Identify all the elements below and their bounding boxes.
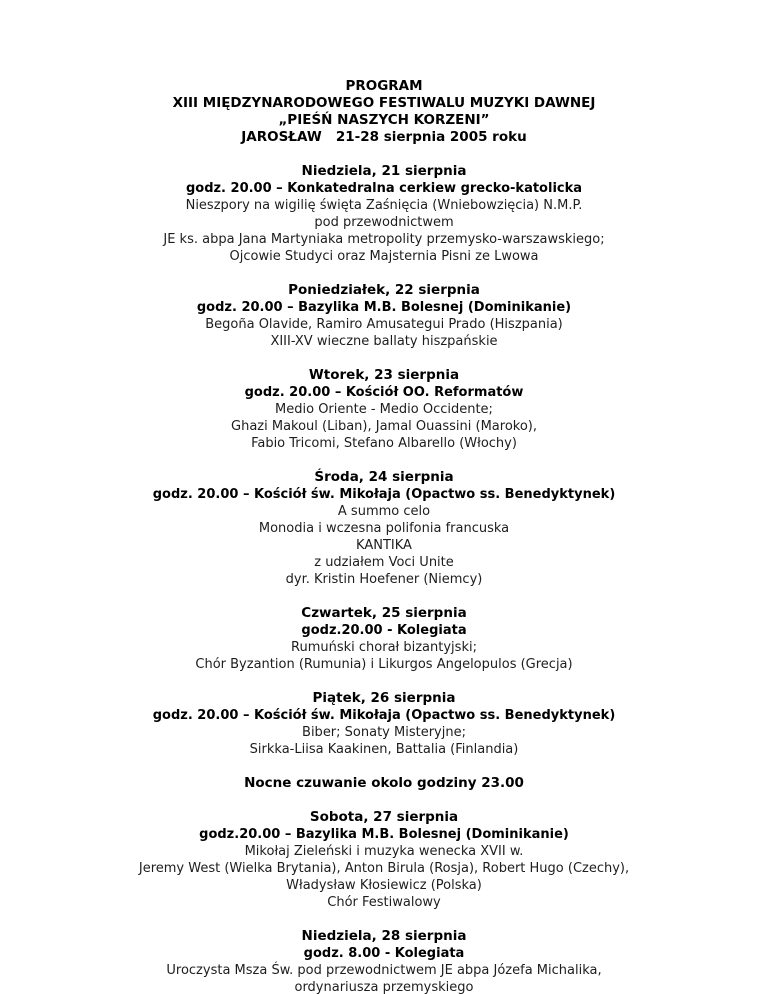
program-line: Medio Oriente - Medio Occidente; [275,402,493,417]
program-line: Władysław Kłosiewicz (Polska) [286,878,482,893]
title-line-program: PROGRAM [345,78,423,94]
day-heading: Środa, 24 sierpnia [314,469,454,485]
program-line: Biber; Sonaty Misteryjne; [302,725,466,740]
venue-line: godz. 8.00 - Kolegiata [303,946,465,961]
venue-line: godz. 20.00 – Kościół św. Mikołaja (Opactwo ss. Benedyktynek) [152,708,616,723]
section-saturday-27 [34,809,734,911]
section-sunday-21 [34,163,734,265]
program-line: dyr. Kristin Hoefener (Niemcy) [285,572,483,587]
venue-line: godz.20.00 - Kolegiata [301,623,467,638]
venue-line: godz. 20.00 – Kościół OO. Reformatów [244,385,524,400]
program-line: Chór Byzantion (Rumunia) i Likurgos Angelopulos (Grecja) [195,657,573,672]
program-line: KANTIKA [356,538,412,553]
section-thursday-25 [34,605,734,673]
venue-line: godz. 20.00 – Kościół św. Mikołaja (Opactwo ss. Benedyktynek) [152,487,616,502]
program-line: Fabio Tricomi, Stefano Albarello (Włochy) [251,436,517,451]
program-line: pod przewodnictwem [314,215,454,230]
program-line: JE ks. abpa Jana Martyniaka metropolity przemysko-warszawskiego; [163,232,605,247]
section-friday-26 [34,690,734,758]
day-heading: Niedziela, 21 sierpnia [301,163,467,179]
night-vigil-note: Nocne czuwanie okolo godziny 23.00 [244,775,524,791]
day-heading: Wtorek, 23 sierpnia [308,367,460,383]
program-line: z udziałem Voci Unite [314,555,454,570]
program-line: Uroczysta Msza Św. pod przewodnictwem JE abpa Józefa Michalika, [166,963,602,978]
venue-line: godz. 20.00 – Bazylika M.B. Bolesnej (Dominikanie) [196,300,572,315]
venue-line: godz.20.00 – Bazylika M.B. Bolesnej (Dominikanie) [199,827,569,842]
day-heading: Sobota, 27 sierpnia [309,809,459,825]
program-line: XIII-XV wieczne ballaty hiszpańskie [270,334,498,349]
document-title-block [34,78,734,146]
program-line: ordynariusza przemyskiego [294,980,474,994]
title-line-festival-motto: „PIEŚŃ NASZYCH KORZENI” [278,112,490,128]
program-line: Sirkka-Liisa Kaakinen, Battalia (Finlandia) [249,742,519,757]
program-line: A summo celo [337,504,431,519]
day-heading: Niedziela, 28 sierpnia [301,928,467,944]
program-line: Nieszpory na wigilię święta Zaśnięcia (Wniebowzięcia) N.M.P. [185,198,583,213]
program-line: Ojcowie Studyci oraz Majsternia Pisni ze Lwowa [229,249,539,264]
section-monday-22 [34,282,734,350]
program-line: Mikołaj Zieleński i muzyka wenecka XVII w. [244,844,524,859]
day-heading: Piątek, 26 sierpnia [312,690,456,706]
title-line-festival-name: XIII MIĘDZYNARODOWEGO FESTIWALU MUZYKI DAWNEJ [172,95,596,111]
program-line: Begoña Olavide, Ramiro Amusategui Prado (Hiszpania) [205,317,563,332]
program-line: Rumuński chorał bizantyjski; [291,640,477,655]
program-line: Chór Festiwalowy [327,895,441,910]
venue-line: godz. 20.00 – Konkatedralna cerkiew grecko-katolicka [185,181,583,196]
program-line: Ghazi Makoul (Liban), Jamal Ouassini (Maroko), [231,419,537,434]
document-content [34,78,734,994]
section-tuesday-23 [34,367,734,452]
program-line: Monodia i wczesna polifonia francuska [258,521,510,536]
section-sunday-28 [34,928,734,994]
section-wednesday-24 [34,469,734,588]
day-heading: Czwartek, 25 sierpnia [301,605,467,621]
title-line-place-date: JAROSŁAW 21-28 sierpnia 2005 roku [241,129,527,145]
day-heading: Poniedziałek, 22 sierpnia [288,282,480,298]
program-line: Jeremy West (Wielka Brytania), Anton Birula (Rosja), Robert Hugo (Czechy), [138,861,630,876]
